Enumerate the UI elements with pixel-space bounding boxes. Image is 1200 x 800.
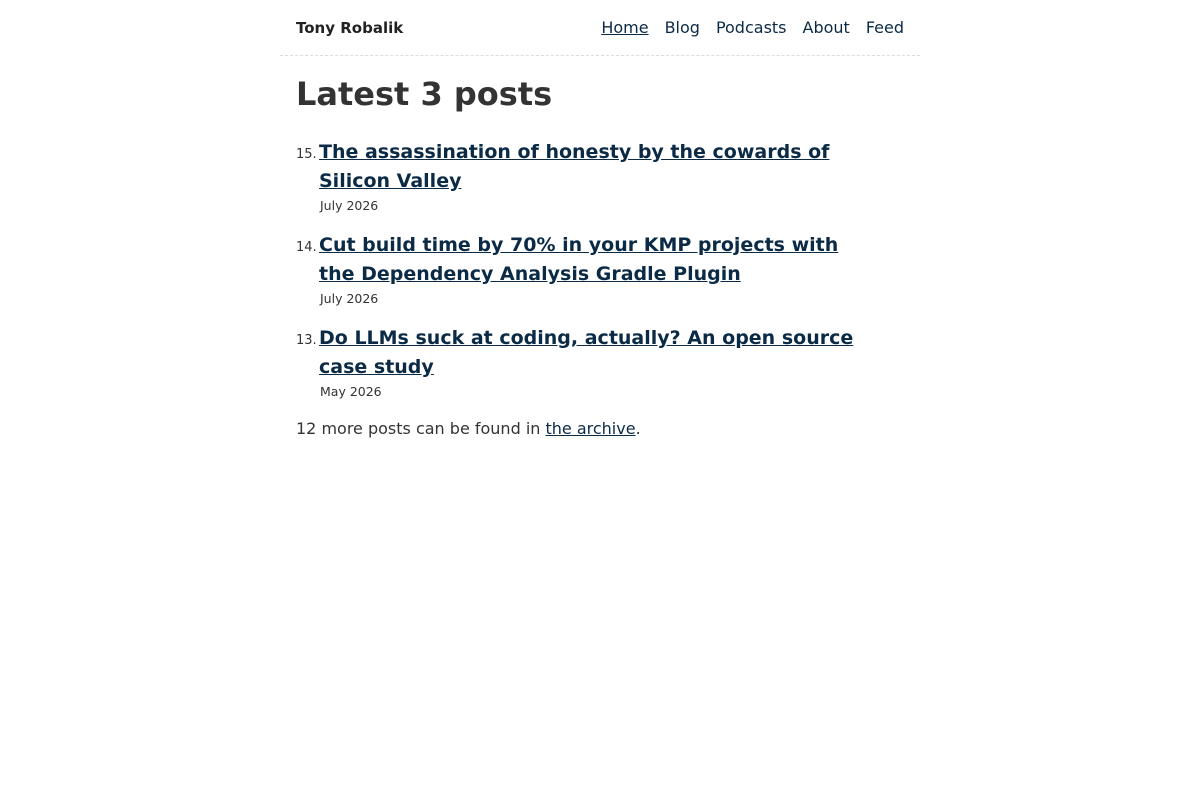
post-title-link[interactable]: Cut build time by 70% in your KMP projects with the Dependency Analysis Gradle Plugin [319,234,839,285]
archive-link[interactable]: the archive [545,419,636,438]
post-number: 13. [296,333,317,348]
post-number: 14. [296,240,317,255]
post-date: May 2026 [320,384,382,399]
nav-feed-link[interactable]: Feed [865,18,904,37]
post-list [296,138,904,399]
site-header [280,0,920,56]
site-brand-link[interactable]: Tony Robalik [296,18,404,37]
nav-blog-link[interactable]: Blog [664,18,700,37]
nav-podcasts-link[interactable]: Podcasts [715,18,787,37]
post-number: 15. [296,147,317,162]
post-body [319,324,904,399]
post-date: July 2026 [320,198,379,213]
post-date: July 2026 [320,291,379,306]
post-item [296,138,904,213]
post-item [296,324,904,399]
page-title: Latest 3 posts [296,75,553,113]
archive-note [296,419,904,438]
archive-note-prefix: 12 more posts can be found in [296,419,546,438]
post-body [319,231,904,306]
main-content [280,74,920,438]
post-item [296,231,904,306]
post-body [319,138,904,213]
main-nav [601,18,904,37]
site-container [280,0,920,438]
post-title-link[interactable]: The assassination of honesty by the cowards of Silicon Valley [319,141,830,192]
nav-about-link[interactable]: About [802,18,850,37]
nav-home-link[interactable]: Home [601,18,649,37]
archive-note-suffix: . [635,419,641,438]
post-title-link[interactable]: Do LLMs suck at coding, actually? An open source case study [319,327,854,378]
